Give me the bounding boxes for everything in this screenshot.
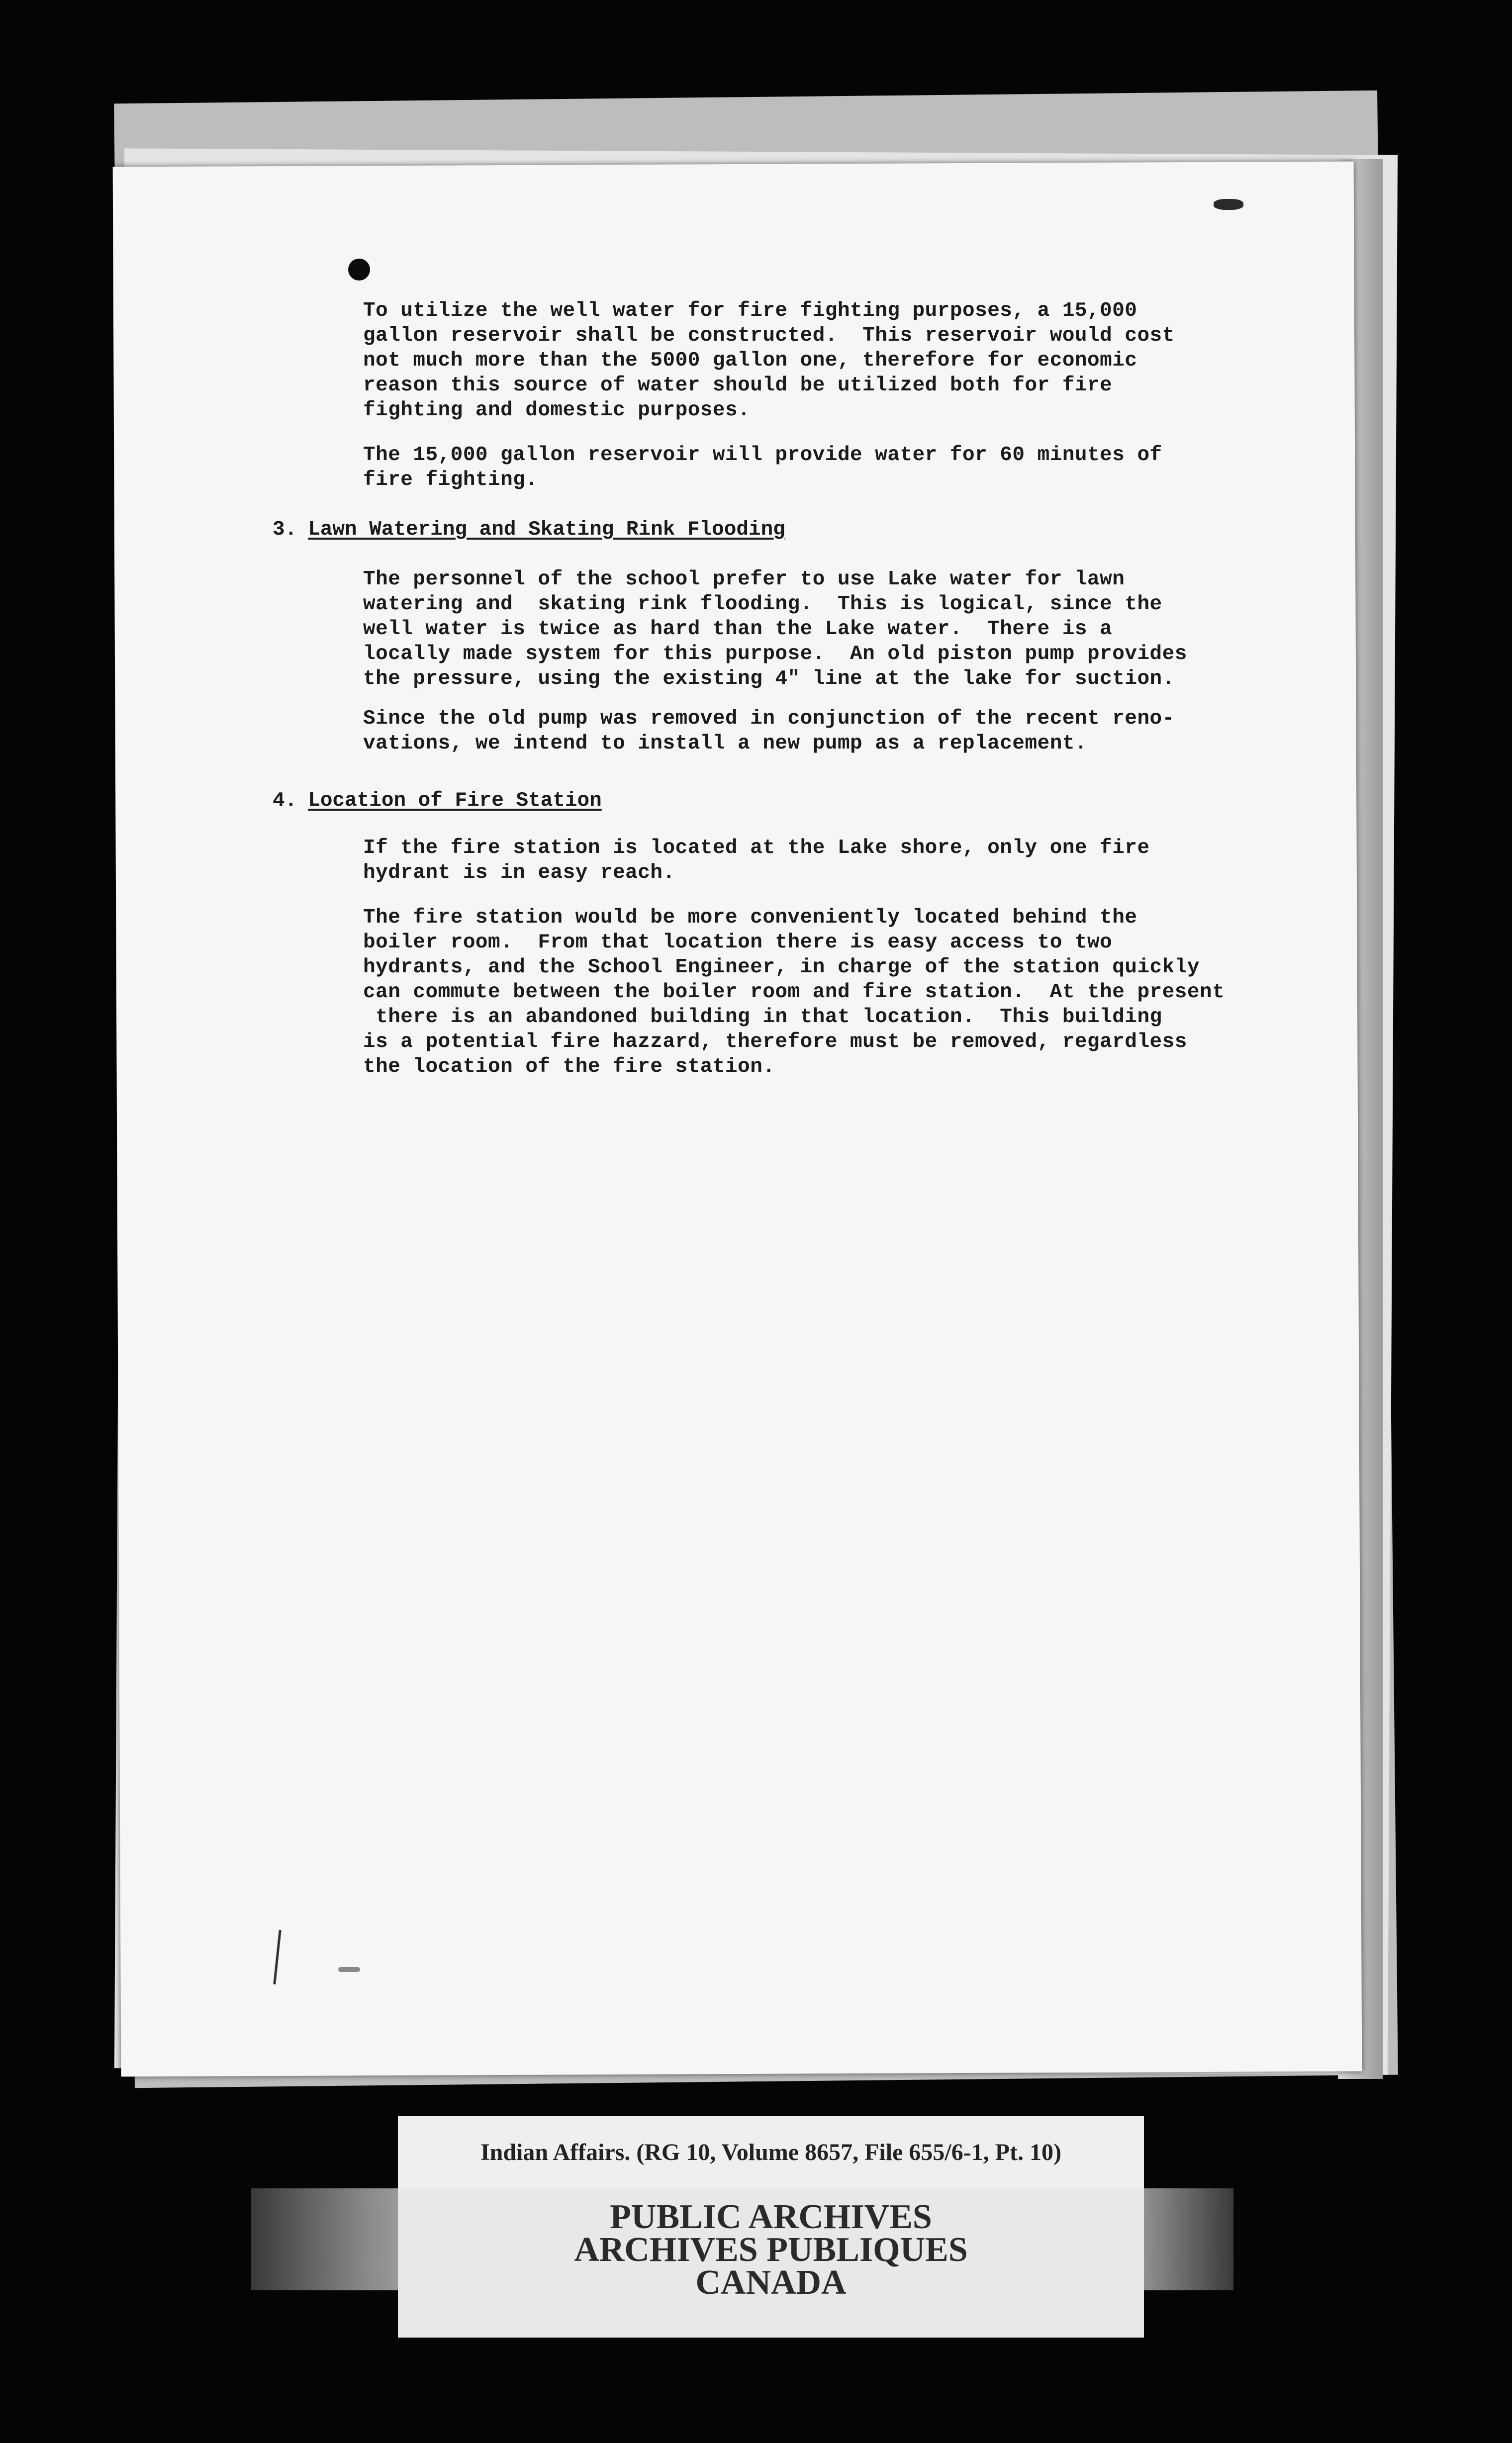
section-title: Lawn Watering and Skating Rink Flooding — [308, 518, 785, 541]
archive-reference: Indian Affairs. (RG 10, Volume 8657, File 655/6-1, Pt. 10) — [480, 2139, 1061, 2165]
paragraph-reservoir: To utilize the well water for fire fighting purposes, a 15,000 gallon reservoir shall be constructed. This reservoir would cost not much more than the 5000 gallon one, therefore for economic reason this source of water should be utilized both for fire fighting and domestic purposes. — [363, 299, 1175, 422]
paragraph-boiler-room: The fire station would be more conveniently located behind the boiler room. From that location there is easy access to two hydrants, and the School Engineer, in charge of the station quickly can commute between the boiler room and fire station. At the present there is an abandoned building in that location. This building is a potential fire hazzard, therefore must be removed, regardless the location of the fire station. — [363, 906, 1225, 1078]
section-heading-lawn-watering — [273, 517, 785, 542]
ink-smudge — [1214, 199, 1243, 210]
section-title: Location of Fire Station — [308, 789, 602, 812]
archive-reference-label — [398, 2116, 1144, 2188]
stamp-line: PUBLIC ARCHIVES — [610, 2198, 932, 2236]
section-number: 4. — [273, 789, 297, 812]
section-heading-fire-station — [273, 788, 602, 813]
paragraph-lake-shore: If the fire station is located at the Lake shore, only one fire hydrant is in easy reach. — [363, 837, 1150, 884]
tape — [1134, 2188, 1233, 2290]
section-number: 3. — [273, 518, 297, 541]
punch-hole — [348, 259, 370, 281]
paragraph-lake-water: The personnel of the school prefer to use Lake water for lawn watering and skating rink flooding. This is logical, since the well water is twice as hard than the Lake water. There is a locally made system for this purpose. An old piston pump provides the pressure, using the existing 4" line at the lake for suction. — [363, 568, 1187, 690]
pencil-mark — [338, 1967, 360, 1972]
stamp-line: ARCHIVES PUBLIQUES — [574, 2231, 968, 2269]
paragraph-reservoir-capacity: The 15,000 gallon reservoir will provide water for 60 minutes of fire fighting. — [363, 444, 1162, 491]
paragraph-new-pump: Since the old pump was removed in conjunction of the recent reno- vations, we intend to install a new pump as a replacement. — [363, 707, 1175, 755]
archive-stamp — [398, 2198, 1144, 2302]
stamp-line: CANADA — [695, 2263, 847, 2302]
